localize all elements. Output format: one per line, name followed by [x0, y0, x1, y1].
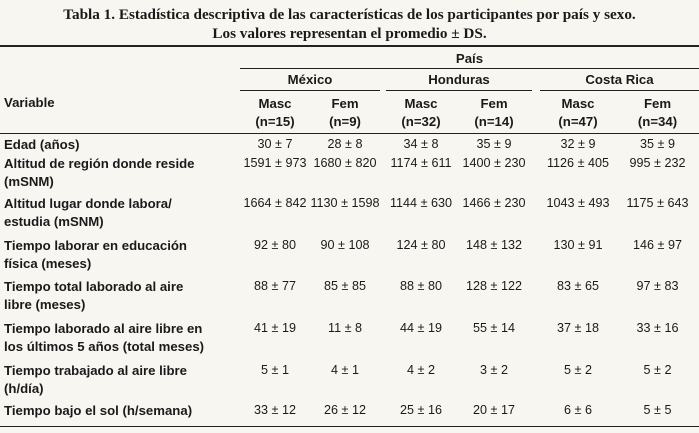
table-cell: 88 ± 77	[254, 279, 296, 293]
table-cell: 1144 ± 630	[389, 196, 452, 210]
row-label-line: Tiempo laborar en educación	[4, 238, 187, 253]
row-label	[4, 136, 79, 154]
caption-line-2: Los valores representan el promedio ± DS.	[212, 25, 487, 42]
table-cell: 20 ± 17	[473, 403, 515, 417]
table-cell: 26 ± 12	[324, 403, 366, 417]
row-label	[4, 195, 172, 231]
table-cell: 4 ± 1	[331, 363, 359, 377]
col-n: (n=47)	[558, 114, 598, 129]
table-cell: 33 ± 16	[636, 321, 679, 335]
table-cell: 5 ± 5	[643, 403, 672, 417]
table-cell: 41 ± 19	[254, 321, 296, 335]
row-label	[4, 320, 204, 356]
col-sex: Fem	[331, 96, 359, 111]
bottom-rule	[0, 426, 699, 427]
row-label-line: Tiempo total laborado al aire	[4, 279, 184, 294]
table-cell: 83 ± 65	[557, 279, 599, 293]
table-cell: 5 ± 2	[643, 363, 672, 377]
col-n: (n=32)	[401, 114, 441, 129]
country-rule-mexico	[240, 90, 380, 91]
col-n: (n=15)	[255, 114, 295, 129]
variable-header: Variable	[4, 95, 55, 110]
table-cell: 37 ± 18	[557, 321, 599, 335]
table-cell: 34 ± 8	[403, 137, 439, 151]
row-label-line: libre (meses)	[4, 297, 86, 312]
table-cell: 124 ± 80	[396, 238, 446, 252]
col-n: (n=9)	[329, 114, 361, 129]
country-header-costa-rica: Costa Rica	[585, 72, 654, 87]
col-header-cr-masc	[540, 95, 616, 131]
pais-rule	[240, 68, 699, 69]
table-cell: 4 ± 2	[407, 363, 435, 377]
table-cell: 25 ± 16	[400, 403, 442, 417]
table-cell: 146 ± 97	[633, 238, 682, 252]
row-label-line: Tiempo laborado al aire libre en	[4, 321, 203, 336]
top-rule	[0, 45, 699, 47]
row-label	[4, 402, 192, 420]
table-cell: 85 ± 85	[324, 279, 366, 293]
table-cell: 90 ± 108	[320, 238, 370, 252]
table-cell: 1130 ± 1598	[310, 196, 380, 210]
row-label-line: Altitud lugar donde labora/	[4, 196, 172, 211]
table-cell: 32 ± 9	[560, 137, 596, 151]
row-label-line: Tiempo trabajado al aire libre	[4, 363, 187, 378]
row-label-line: física (meses)	[4, 256, 92, 271]
table-cell: 130 ± 91	[553, 238, 603, 252]
col-header-cr-fem	[616, 95, 699, 131]
country-group-header: País	[455, 51, 484, 66]
table-cell: 5 ± 2	[564, 363, 592, 377]
country-rule-costa-rica	[540, 90, 699, 91]
table-cell: 11 ± 8	[328, 321, 362, 335]
table-cell: 35 ± 9	[476, 137, 512, 151]
table-cell: 148 ± 132	[466, 238, 522, 252]
row-label-line: Altitud de región donde reside	[4, 156, 195, 171]
col-header-hn-masc	[386, 95, 456, 131]
table-cell: 1680 ± 820	[313, 156, 377, 170]
table-cell: 1174 ± 611	[390, 156, 452, 170]
row-label-line: (h/día)	[4, 381, 44, 396]
row-label-line: estudia (mSNM)	[4, 214, 104, 229]
row-label-line: los últimos 5 años (total meses)	[4, 339, 205, 354]
table-cell: 35 ± 9	[640, 137, 675, 151]
table-caption	[0, 5, 699, 43]
table-cell: 1126 ± 405	[546, 156, 609, 170]
row-label	[4, 155, 195, 191]
table-cell: 33 ± 12	[254, 403, 296, 417]
table-cell: 28 ± 8	[327, 137, 363, 151]
col-n: (n=34)	[637, 114, 678, 129]
col-n: (n=14)	[474, 114, 514, 129]
row-label-line: (mSNM)	[4, 174, 54, 189]
table-cell: 1043 ± 493	[546, 196, 610, 210]
table-cell: 1466 ± 230	[462, 196, 526, 210]
table-cell: 97 ± 83	[636, 279, 679, 293]
country-header-mexico: México	[287, 72, 333, 87]
row-label	[4, 278, 183, 314]
table-cell: 1175 ± 643	[626, 196, 689, 210]
table-cell: 44 ± 19	[400, 321, 442, 335]
col-sex: Masc	[258, 96, 292, 111]
col-header-mx-fem	[310, 95, 380, 131]
country-rule-honduras	[386, 90, 532, 91]
table-cell: 55 ± 14	[473, 321, 515, 335]
row-label	[4, 362, 187, 398]
table-cell: 1664 ± 842	[243, 196, 307, 210]
table-cell: 6 ± 6	[564, 403, 592, 417]
col-sex: Masc	[404, 96, 438, 111]
table-cell: 1591 ± 973	[243, 156, 307, 170]
col-sex: Fem	[480, 96, 508, 111]
table-cell: 995 ± 232	[629, 156, 686, 170]
country-header-honduras: Honduras	[428, 72, 490, 87]
row-label	[4, 237, 187, 273]
table-cell: 30 ± 7	[257, 137, 293, 151]
col-sex: Fem	[643, 96, 672, 111]
col-header-hn-fem	[456, 95, 532, 131]
col-header-mx-masc	[240, 95, 310, 131]
table-cell: 128 ± 122	[466, 279, 522, 293]
col-sex: Masc	[561, 96, 595, 111]
table-cell: 1400 ± 230	[462, 156, 526, 170]
header-bottom-rule	[0, 133, 699, 134]
table-cell: 5 ± 1	[261, 363, 289, 377]
table-cell: 3 ± 2	[480, 363, 508, 377]
row-label-line: Tiempo bajo el sol (h/semana)	[4, 403, 193, 418]
caption-line-1: Tabla 1. Estadística descriptiva de las características de los participantes por país y sexo.	[63, 6, 636, 23]
table-cell: 88 ± 80	[400, 279, 442, 293]
row-label-line: Edad (años)	[4, 137, 80, 152]
table-cell: 92 ± 80	[254, 238, 296, 252]
